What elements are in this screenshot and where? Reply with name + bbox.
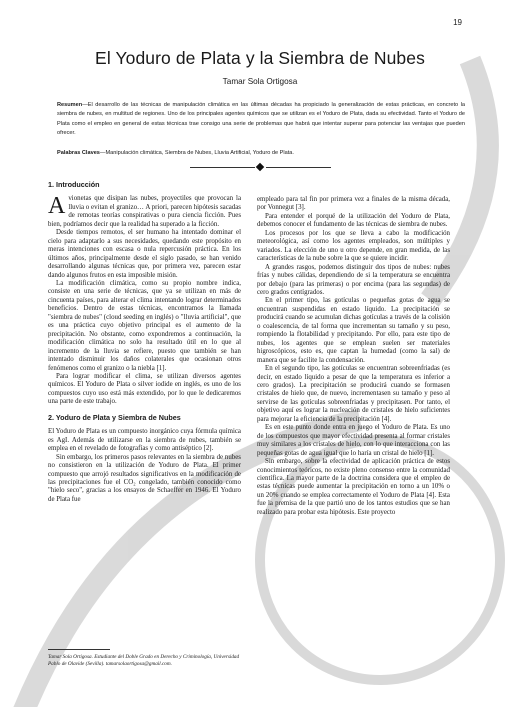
section-2-paragraph: El Yoduro de Plata es un compuesto inorgánico cuya fórmula química es AgI. Además de utilizarse en la siembra de nubes, también se emplea en el revelado de fotografías y como antiséptico [2]. — [48, 428, 241, 453]
right-column — [257, 196, 450, 517]
paper-title: El Yoduro de Plata y la Siembra de Nubes — [95, 48, 425, 68]
section-divider-left — [190, 167, 255, 168]
section-1-paragraph: La modificación climática, como su propio nombre indica, consiste en una serie de técnicas, que ya se utilizan en más de cincuenta países, para alterar el clima intentando lograr determinados beneficios. Dentro de estas técnicas, encontramos la llamada "siembra de nubes" (cloud seeding en inglés) o "lluvia artificial", que es una práctica cuyo objetivo principal es el aumento de la precipitación. No obstante, como expondremos a continuación, la modificación climática no solo ha resultado útil en lo que al incremento de la lluvia se refiere, puesto que también se han intentado disminuir los daños colaterales que ocasionan otros fenómenos como el granizo o la niebla [1]. — [48, 279, 241, 372]
right-paragraph: En el segundo tipo, las gotículas se encuentran sobreenfriadas (es decir, en estado líquido a pesar de que la temperatura es inferior a cero grados). La precipitación se producirá cuando se formasen cristales de hielo que, de nuevo, incrementasen su tamaño y peso al servirse de las gotículas sobreenfriadas y precipitasen. Por tanto, el objetivo aquí es lograr la nucleación de cristales de hielo suficientes para mejorar la eficiencia de la precipitación [4]. — [257, 365, 450, 423]
section-1-paragraph: Avionetas que disipan las nubes, proyectiles que provocan la lluvia o evitan el granizo… A priori, parecen hipótesis sacadas de remotas teorías conspirativas o pura ciencia ficción. Pues bien, podríamos decir que la realidad ha superado a la ficción. — [48, 193, 241, 228]
right-paragraph: empleado para tal fin por primera vez a finales de la misma década, por Vonnegut [3]. — [257, 196, 450, 212]
left-column — [48, 181, 241, 504]
divider-diamond — [256, 163, 264, 171]
dropcap: A — [48, 193, 66, 220]
keywords — [57, 150, 465, 156]
section-2-paragraph: Sin embargo, los primeros pasos relevantes en la siembra de nubes no consistieron en la utilización de Yoduro de Plata. El primer compuesto que arrojó resultados significativos en la modificación de las precipitaciones fue el CO₂ congelado, también conocido como "hielo seco", gracias a los ensayos de Schaeffer en 1946. El Yoduro de Plata fue — [48, 453, 241, 503]
section-1-paragraph: Para lograr modificar el clima, se utilizan diversos agentes químicos. El Yoduro de Plata o silver iodide en inglés, es uno de los compuestos cuyo uso está más extendido, por lo que le dedicaremos una parte de este trabajo. — [48, 372, 241, 406]
right-paragraph: Para entender el porqué de la utilización del Yoduro de Plata, debemos conocer el fundamento de las técnicas de siembra de nubes. — [257, 212, 450, 229]
paper-author: Tamar Sola Ortigosa — [222, 77, 298, 86]
right-paragraph: Los procesos por los que se lleva a cabo la modificación meteorológica, así como los agentes empleados, son múltiples y variados. La elección de uno u otro depende, en gran medida, de las características de la nube sobre la que se quiere incidir. — [257, 229, 450, 263]
footnote-rule — [48, 649, 110, 650]
right-paragraph: Sin embargo, sobre la efectividad de aplicación práctica de estos conocimientos teóricos, no existe pleno consenso entre la comunidad científica. La mayor parte de la doctrina considera que el empleo de estas técnicas puede aumentar la precipitación en torno a un 10% o un 20% cuando se emplea correctamente el Yoduro de Plata [4]. Esta fue la premisa de la que partió uno de los tantos estudios que se han realizado para probar esta hipótesis. Este proyecto — [257, 458, 450, 516]
abstract-label: Resumen — [57, 102, 83, 108]
author-footnote: Tamar Sola Ortigosa. Estudiante del Doble Grado en Derecho y Criminología, Universidad Pablo de Olavide (Sevilla). tamarsolaortigosa@gmail.com. — [48, 654, 240, 667]
right-paragraph: En el primer tipo, las gotículas o pequeñas gotas de agua se encuentran suspendidas en estado líquido. La precipitación se producirá cuando se acumulan dichas gotículas a través de la colisión o coalescencia, de tal forma que incrementan su tamaño y su peso, rompiendo la flotabilidad y precipitando. Por ello, para este tipo de nubes, los agentes que se emplean suelen ser materiales higroscópicos, esto es, que captan la humedad (como la sal) de manera que se facilite la condensación. — [257, 297, 450, 364]
abstract — [57, 101, 465, 138]
keywords-text: —Manipulación climática, Siembra de Nubes, Lluvia Artificial, Yoduro de Plata. — [99, 150, 294, 156]
section-1-paragraph: Desde tiempos remotos, el ser humano ha intentado dominar el cielo para adaptarlo a sus necesidades, quedando este propósito en meras intenciones con escasa o nula repercusión práctica. En los últimos años, principalmente desde el siglo pasado, se han venido desarrollando algunas técnicas que, por primera vez, parecen estar dando algunos frutos en esta imposible misión. — [48, 229, 241, 279]
page-number: 19 — [453, 18, 462, 27]
abstract-text: —El desarrollo de las técnicas de manipulación climática en las últimas décadas ha propiciado la generalización de estas prácticas, en concreto la siembra de nubes, en multitud de regiones. Uno de los principales agentes químicos que se utilizan es el Yoduro de Plata, dada su efectividad. Tanto el Yoduro de Plata como el empleo en general de estas técnicas trae consigo una serie de problemas que habrá que intentar superar para potenciar las ventajas que pueden ofrecer. — [57, 102, 465, 136]
right-paragraph: Es en este punto donde entra en juego el Yoduro de Plata. Es uno de los compuestos que mayor efectividad presenta al formar cristales muy similares a los cristales de hielo, con lo que interacciona con las pequeñas gotas de agua igual que lo haría un cristal de hielo [1]. — [257, 424, 450, 457]
section-1-heading: 1. Introducción — [48, 180, 100, 189]
section-2-heading: 2. Yoduro de Plata y Siembra de Nubes — [48, 412, 181, 422]
right-paragraph: A grandes rasgos, podemos distinguir dos tipos de nubes: nubes frías y nubes cálidas, dependiendo de si la temperatura se encuentra por debajo (para las primeras) o por encima (para las segundas) de cero grados centígrados. — [257, 263, 450, 296]
keywords-label: Palabras Claves — [57, 150, 100, 156]
section-divider-right — [266, 167, 331, 168]
